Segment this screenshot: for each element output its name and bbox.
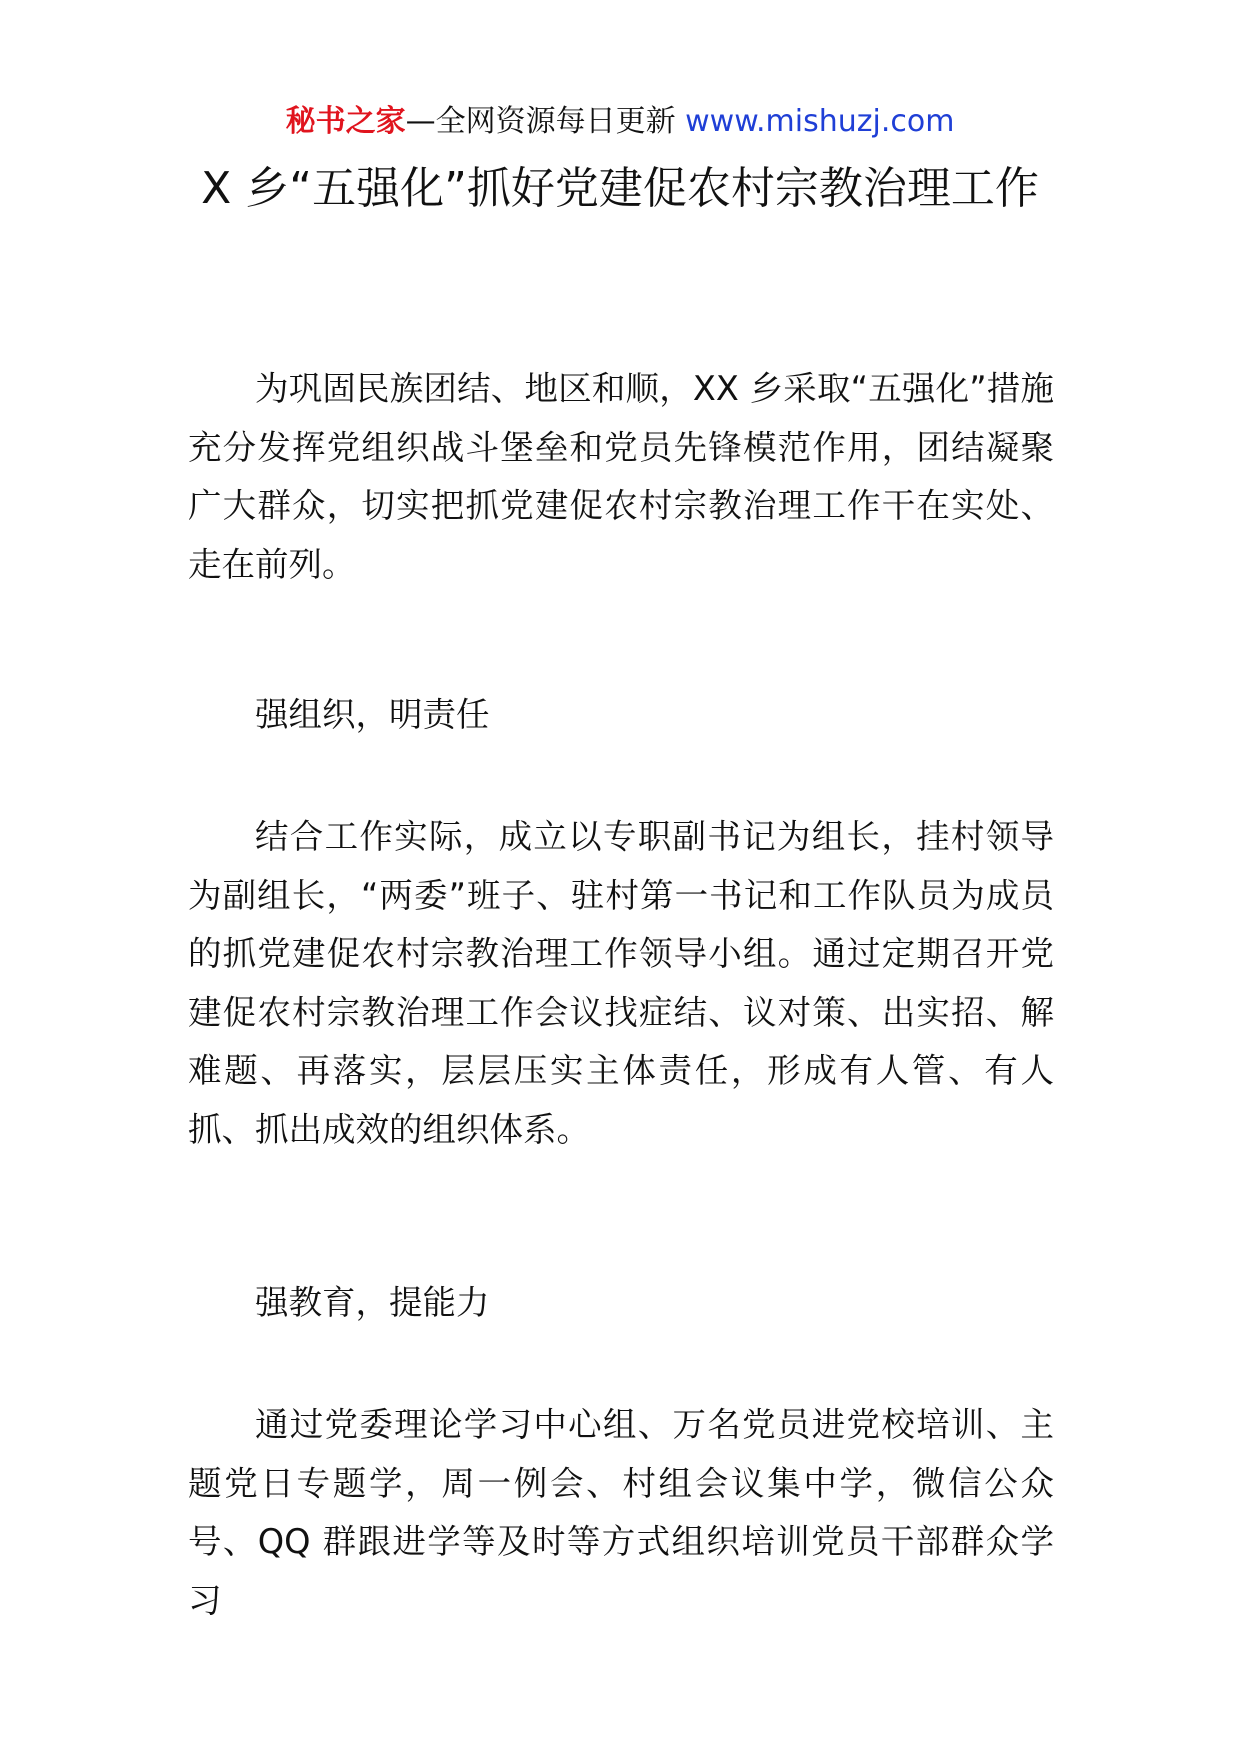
site-url-link[interactable]: www.mishuzj.com [685,104,955,139]
section-body-organization: 结合工作实际，成立以专职副书记为组长，挂村领导为副组长，“两委”班子、驻村第一书记和工作队员为成员的抓党建促农村宗教治理工作领导小组。通过定期召开党建促农村宗教治理工作会议找症结、议对策、出实招、解难题、再落实，层层压实主体责任，形成有人管、有人抓、抓出成效的组织体系。 [188,817,1054,1149]
intro-paragraph: 为巩固民族团结、地区和顺，XX 乡采取“五强化”措施充分发挥党组织战斗堡垒和党员先锋模范作用，团结凝聚广大群众，切实把抓党建促农村宗教治理工作干在实处、走在前列。 [188,369,1054,584]
document-title: X 乡“五强化”抓好党建促农村宗教治理工作 [201,163,1039,214]
section-heading-organization: 强组织，明责任 [255,695,490,734]
section-heading-education: 强教育，提能力 [255,1283,490,1322]
site-header-banner [0,100,1240,144]
section-body-education: 通过党委理论学习中心组、万名党员进党校培训、主题党日专题学，周一例会、村组会议集中学，微信公众号、QQ 群跟进学等及时等方式组织培训党员干部群众学习 [188,1405,1054,1620]
brand-name: 秘书之家 [285,104,406,139]
header-tagline: —全网资源每日更新 [405,104,676,139]
